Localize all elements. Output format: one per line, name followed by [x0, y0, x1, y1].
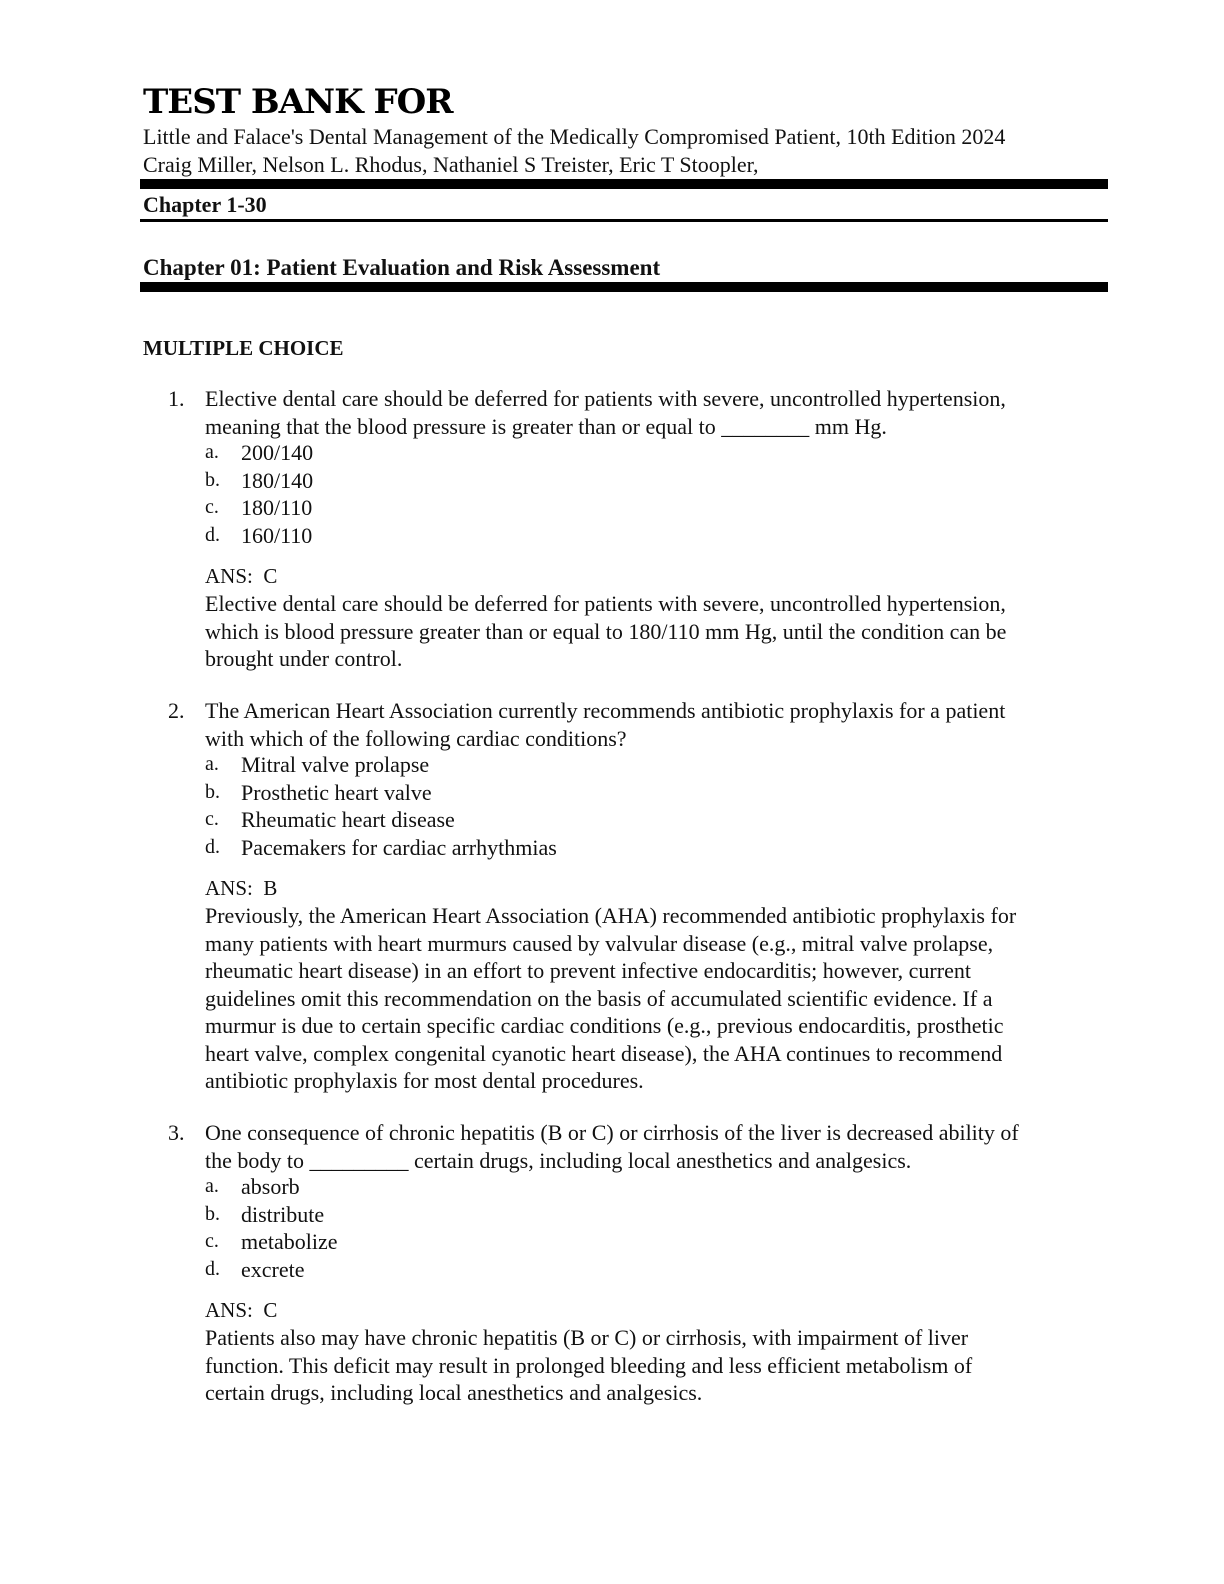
rationale-line: rheumatic heart disease) in an effort to prevent infective endocarditis; however, current — [205, 958, 971, 983]
option-text: absorb — [241, 1174, 300, 1199]
option-letter: d. — [205, 835, 220, 858]
option-text: 160/110 — [241, 522, 313, 548]
stem-line: Elective dental care should be deferred for patients with severe, uncontrolled hypertension, — [205, 386, 1006, 411]
rationale-line: many patients with heart murmurs caused by valvular disease (e.g., mitral valve prolapse, — [205, 930, 994, 956]
option-d — [205, 834, 1005, 862]
answer-rationale — [205, 1324, 1105, 1407]
rationale-line: which is blood pressure greater than or equal to 180/110 mm Hg, until the condition can be — [205, 618, 1007, 644]
option-text: Mitral valve prolapse — [241, 752, 430, 777]
option-text: Rheumatic heart disease — [241, 807, 455, 832]
option-a — [205, 439, 1005, 467]
option-c — [205, 1228, 1005, 1256]
chapter-range: Chapter 1-30 — [143, 192, 267, 217]
answer-key: ANS: C — [205, 1298, 278, 1322]
rationale-line: Elective dental care should be deferred for patients with severe, uncontrolled hypertension, — [205, 591, 1006, 616]
rationale-line: heart valve, complex congenital cyanotic heart disease), the AHA continues to recommend — [205, 1040, 1003, 1066]
option-letter: a. — [205, 1175, 219, 1197]
rationale-line: function. This deficit may result in prolonged bleeding and less efficient metabolism of — [205, 1352, 973, 1378]
question-number: 1. — [168, 386, 185, 411]
section-label: MULTIPLE CHOICE — [143, 336, 344, 360]
header-divider-thin — [140, 219, 1108, 222]
option-letter: d. — [205, 523, 220, 546]
book-title: Little and Falace's Dental Management of the Medically Compromised Patient, 10th Edition 2024 — [143, 124, 1006, 149]
option-text: excrete — [241, 1256, 305, 1282]
option-text: Pacemakers for cardiac arrhythmias — [241, 834, 557, 860]
stem-line: with which of the following cardiac conditions? — [205, 725, 627, 751]
option-letter: c. — [205, 808, 219, 830]
answer-key: ANS: B — [205, 876, 278, 900]
option-text: distribute — [241, 1201, 325, 1227]
question-number: 3. — [168, 1120, 185, 1145]
answer-options — [205, 1173, 1005, 1283]
rationale-line: Patients also may have chronic hepatitis (B or C) or cirrhosis, with impairment of liver — [205, 1325, 969, 1350]
option-d — [205, 1256, 1005, 1284]
rationale-line: brought under control. — [205, 646, 403, 671]
answer-rationale — [205, 902, 1105, 1095]
rationale-line: antibiotic prophylaxis for most dental procedures. — [205, 1068, 644, 1093]
option-d — [205, 522, 1005, 550]
question-stem — [205, 697, 1105, 752]
option-c — [205, 806, 1005, 834]
option-b — [205, 1201, 1005, 1229]
option-text: 180/110 — [241, 495, 313, 520]
rationale-line: guidelines omit this recommendation on the basis of accumulated scientific evidence. If a — [205, 985, 993, 1011]
option-letter: a. — [205, 441, 219, 463]
option-letter: a. — [205, 753, 219, 775]
option-letter: c. — [205, 496, 219, 518]
stem-line: One consequence of chronic hepatitis (B or C) or cirrhosis of the liver is decreased ability of — [205, 1120, 1019, 1145]
option-letter: c. — [205, 1230, 219, 1252]
document-title: TEST BANK FOR — [143, 82, 453, 122]
answer-key: ANS: C — [205, 564, 278, 588]
rationale-line: murmur is due to certain specific cardiac conditions (e.g., previous endocarditis, prosthetic — [205, 1013, 1004, 1038]
stem-line: meaning that the blood pressure is greater than or equal to ________ mm Hg. — [205, 413, 887, 439]
option-letter: d. — [205, 1257, 220, 1280]
option-a — [205, 1173, 1005, 1201]
stem-line: the body to _________ certain drugs, including local anesthetics and analgesics. — [205, 1147, 912, 1173]
option-letter: b. — [205, 468, 220, 491]
option-text: 200/140 — [241, 440, 314, 465]
answer-options — [205, 751, 1005, 861]
question-stem — [205, 1119, 1105, 1174]
option-b — [205, 467, 1005, 495]
option-text: Prosthetic heart valve — [241, 779, 432, 805]
option-c — [205, 494, 1005, 522]
answer-options — [205, 439, 1005, 549]
rationale-line: certain drugs, including local anesthetics and analgesics. — [205, 1380, 703, 1405]
option-letter: b. — [205, 1202, 220, 1225]
option-text: 180/140 — [241, 467, 314, 493]
answer-rationale — [205, 590, 1105, 673]
chapter-title: Chapter 01: Patient Evaluation and Risk Assessment — [143, 255, 661, 280]
option-b — [205, 779, 1005, 807]
option-a — [205, 751, 1005, 779]
question-stem — [205, 385, 1105, 440]
option-text: metabolize — [241, 1229, 338, 1254]
header-divider-thick — [140, 179, 1108, 189]
option-letter: b. — [205, 780, 220, 803]
stem-line: The American Heart Association currently recommends antibiotic prophylaxis for a patient — [205, 698, 1006, 723]
rationale-line: Previously, the American Heart Association (AHA) recommended antibiotic prophylaxis for — [205, 903, 1017, 928]
question-number: 2. — [168, 698, 185, 723]
book-authors: Craig Miller, Nelson L. Rhodus, Nathaniel S Treister, Eric T Stoopler, — [143, 152, 759, 177]
chapter-divider — [140, 282, 1108, 292]
